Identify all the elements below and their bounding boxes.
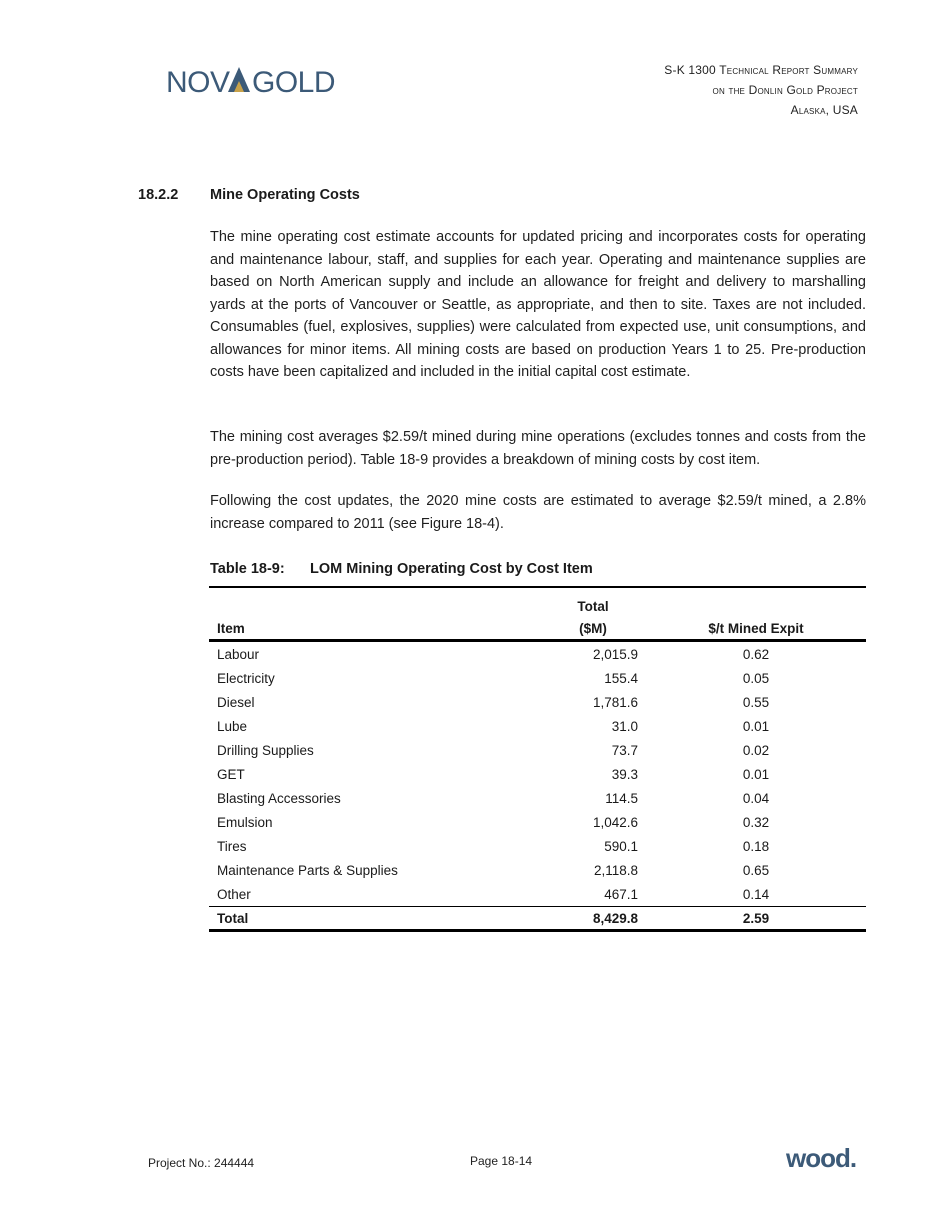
table-row: [209, 882, 866, 907]
row-unit-cost: 0.04: [742, 790, 770, 806]
mining-cost-table: [209, 586, 866, 932]
row-item: GET: [217, 766, 245, 782]
row-item: Blasting Accessories: [217, 790, 341, 806]
row-unit-cost: 0.55: [742, 694, 770, 710]
row-total: 1,781.6: [592, 694, 638, 710]
page-number: Page 18-14: [470, 1154, 533, 1168]
row-item: Emulsion: [217, 814, 273, 830]
novagold-logo: [166, 62, 342, 100]
table-row: [209, 714, 866, 738]
table-row: [209, 762, 866, 786]
report-header: [664, 60, 858, 120]
table-caption: [210, 561, 593, 577]
row-total: 73.7: [611, 742, 638, 758]
row-item: Maintenance Parts & Supplies: [217, 862, 398, 878]
row-unit-cost: 0.62: [742, 646, 770, 662]
wood-logo: [786, 1145, 862, 1173]
row-unit-cost: 0.18: [742, 838, 770, 854]
total-label: Total: [209, 907, 540, 931]
table-total-row: [209, 907, 866, 931]
total-value: 8,429.8: [540, 907, 646, 931]
row-item: Drilling Supplies: [217, 742, 314, 758]
table-header-row: [209, 587, 866, 614]
row-item: Tires: [217, 838, 247, 854]
svg-text:wood.: wood.: [786, 1145, 857, 1173]
svg-text:GOLD: GOLD: [252, 66, 336, 99]
table-caption-title: LOM Mining Operating Cost by Cost Item: [310, 561, 593, 577]
row-unit-cost: 0.02: [742, 742, 770, 758]
report-title-line3: Alaska, USA: [790, 103, 858, 117]
row-total: 1,042.6: [592, 814, 638, 830]
row-total: 2,015.9: [592, 646, 638, 662]
svg-text:NOV: NOV: [166, 66, 230, 99]
row-total: 114.5: [605, 790, 638, 806]
section-title: Mine Operating Costs: [210, 187, 360, 203]
table-row: [209, 786, 866, 810]
table-caption-number: Table 18-9:: [210, 561, 285, 577]
body-paragraph: The mining cost averages $2.59/t mined during mine operations (excludes tonnes and costs from the pre-production period). Table 18-9 provides a breakdown of mining costs by cost item.: [210, 429, 866, 468]
table-row: [209, 738, 866, 762]
body-paragraph: Following the cost updates, the 2020 mine costs are estimated to average $2.59/t mined, a 2.8% increase compared to 2011 (see Figure 18-4).: [210, 493, 866, 532]
body-paragraph: The mine operating cost estimate accounts for updated pricing and incorporates costs for operating and maintenance labour, staff, and supplies for each year. Operating and maintenance supplies are based on North American supply and include an allowance for freight and delivery to marshalling yards at the ports of Vancouver or Seattle, as appropriate, and then to site. Taxes are not included. Consumables (fuel, explosives, supplies) were calculated from expected use, unit consumptions, and allowances for minor items. All mining costs are based on production Years 1 to 25. Pre-production costs have been capitalized and included in the initial capital cost estimate.: [210, 229, 866, 380]
row-unit-cost: 0.32: [742, 814, 770, 830]
table-row: [209, 666, 866, 690]
row-item: Electricity: [217, 670, 275, 686]
row-total: 155.4: [604, 670, 638, 686]
row-item: Labour: [217, 646, 260, 662]
table-row: [209, 690, 866, 714]
table-header-row: [209, 614, 866, 641]
row-total: 2,118.8: [593, 862, 638, 878]
row-unit-cost: 0.01: [742, 766, 770, 782]
total-unit-cost: 2.59: [646, 907, 866, 931]
row-unit-cost: 0.14: [742, 886, 770, 902]
row-item: Other: [217, 886, 251, 902]
header-unit-cost: $/t Mined Expit: [646, 614, 866, 641]
table-body: [209, 641, 866, 907]
project-number: Project No.: 244444: [148, 1156, 255, 1170]
header-total-line1: Total: [540, 587, 646, 614]
row-total: 31.0: [611, 718, 638, 734]
header-item: Item: [209, 614, 540, 641]
table-row: [209, 858, 866, 882]
report-title-line1: S-K 1300 Technical Report Summary: [664, 63, 858, 77]
row-unit-cost: 0.65: [742, 862, 770, 878]
report-title-line2: on the Donlin Gold Project: [712, 83, 858, 97]
section-number: 18.2.2: [138, 187, 179, 203]
row-unit-cost: 0.05: [742, 670, 770, 686]
row-item: Lube: [217, 718, 248, 734]
row-unit-cost: 0.01: [742, 718, 770, 734]
table-row: [209, 641, 866, 667]
row-total: 590.1: [604, 838, 638, 854]
table-row: [209, 810, 866, 834]
row-total: 467.1: [604, 886, 638, 902]
row-item: Diesel: [217, 694, 255, 710]
row-total: 39.3: [611, 766, 638, 782]
header-total-line2: ($M): [540, 614, 646, 641]
table-row: [209, 834, 866, 858]
